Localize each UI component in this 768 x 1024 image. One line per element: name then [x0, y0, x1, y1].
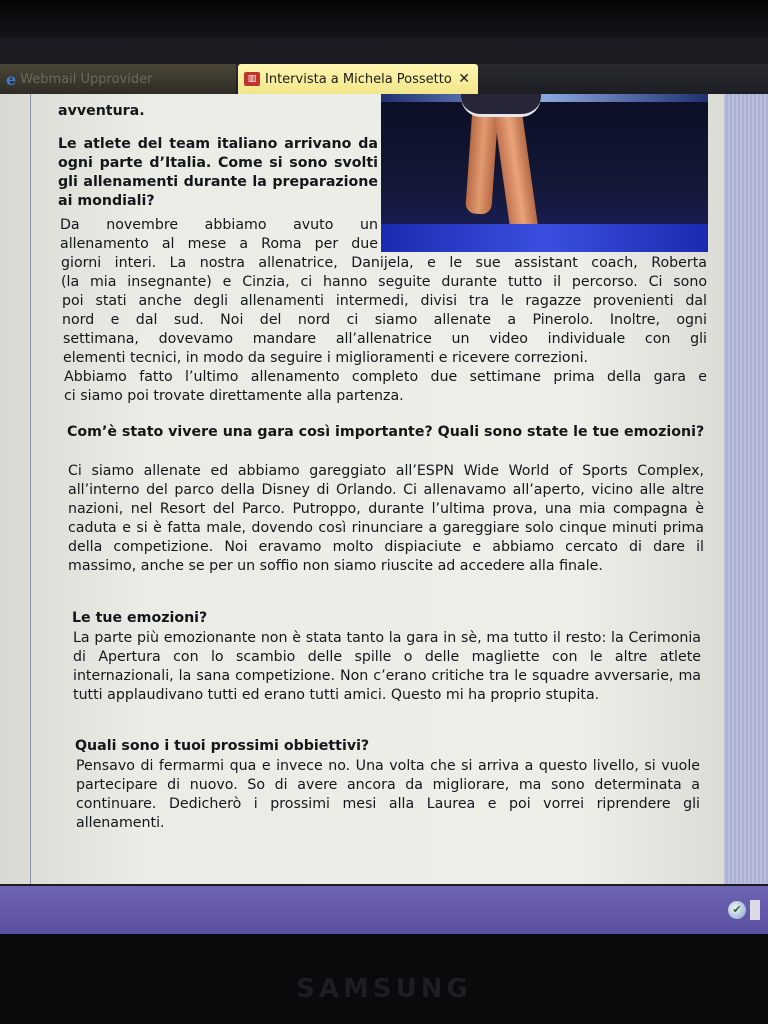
windows-taskbar — [0, 886, 768, 934]
answer-1-line: poi stati anche degli allenamenti intermedi, divisi tra le ragazze provenienti dal — [62, 293, 707, 309]
answer-1-line: giorni interi. La nostra allenatrice, Danijela, e le sue assistant coach, Roberta — [61, 255, 707, 271]
article-page — [0, 94, 724, 884]
site-favicon-icon: ▥ — [244, 72, 260, 86]
answer-3: La parte più emozionante non è stata tanto la gara in sè, ma tutto il resto: la Cerimonia di Apertura con lo scambio delle spille o delle magliette con le altre atlete internazionali, la sana competizione. Non c’erano critiche tra le squadre avversarie, ma tutti applaudivano tutti ed erano tutti amici. Questo mi ha proprio stupita. — [73, 630, 701, 703]
browser-tab-strip — [0, 64, 768, 94]
athlete-photo — [381, 94, 708, 252]
answer-2: Ci siamo allenate ed abbiamo gareggiato all’ESPN Wide World of Sports Complex, all’interno del parco della Disney di Orlando. Ci allenavamo all’aperto, vicino alle altre nazioni, nel Resort del Parco. Putroppo, durante l’ultima prova, una mia compagna è caduta e si è fatta male, dovendo così rinunciare a gareggiare solo cinque minuti prima della competizione. Noi eravamo molto dispiaciute e abbiamo cercato di dare il massimo, anche se per un soffio non siamo riuscite ad accedere alla finale. — [68, 463, 704, 574]
close-tab-icon[interactable]: ✕ — [458, 71, 470, 87]
question-4: Quali sono i tuoi prossimi obbiettivi? — [75, 738, 370, 754]
answer-1-line: nord e dal sud. Noi del nord ci siamo allenate a Pinerolo. Inoltre, ogni — [62, 312, 707, 328]
intro-tail: avventura. — [58, 103, 145, 119]
tab-label: Intervista a Michela Possetto — [265, 71, 452, 87]
network-tray-icon[interactable]: ✔ — [728, 901, 746, 919]
page-left-border — [30, 94, 31, 884]
tab-intervista[interactable] — [238, 64, 478, 94]
tray-flag-icon[interactable] — [750, 900, 760, 920]
answer-1-line: Abbiamo fatto l’ultimo allenamento completo due settimane prima della gara e — [64, 369, 707, 385]
answer-1-line: (la mia insegnante) e Cinzia, ci hanno seguite durante tutto il percorso. Ci sono — [61, 274, 707, 290]
answer-4: Pensavo di fermarmi qua e invece no. Una volta che si arriva a questo livello, si vuole partecipare di nuovo. So di avere ancora da migliorare, ma sono determinata a continuare. Dedicherò i prossimi mesi alla Laurea e poi vorrei riprendere gli allenamenti. — [76, 758, 700, 831]
question-2: Com’è stato vivere una gara così importante? Quali sono state le tue emozioni? — [67, 424, 705, 440]
answer-1-line: Da novembre abbiamo avuto un — [60, 217, 378, 233]
screen — [0, 38, 768, 934]
question-3: Le tue emozioni? — [72, 610, 208, 626]
photo-floor — [381, 224, 708, 252]
photo-shorts — [461, 94, 541, 117]
photo-light-stripe — [381, 94, 708, 102]
answer-1-line: elementi tecnici, in modo da seguire i miglioramenti e ricevere correzioni. — [63, 350, 589, 366]
monitor-bezel-top — [0, 0, 768, 40]
answer-1-line: allenamento al mese a Roma per due — [60, 236, 378, 252]
tab-webmail[interactable] — [0, 64, 236, 94]
answer-1-line: ci siamo poi trovate direttamente alla partenza. — [64, 388, 404, 404]
monitor-brand-logo: SAMSUNG — [296, 974, 472, 1004]
answer-1-line: settimana, dovevamo mandare all’allenatrice un video individuale con gli — [63, 331, 707, 347]
question-1: Le atlete del team italiano arrivano da ogni parte d’Italia. Come si sono svolti gli allenamenti durante la preparazione ai mondiali? — [58, 136, 378, 209]
monitor-bezel-bottom — [0, 934, 768, 1024]
vertical-scrollbar[interactable] — [724, 94, 768, 884]
internet-explorer-icon: e — [6, 69, 17, 89]
tab-label: Webmail Upprovider — [20, 71, 153, 87]
